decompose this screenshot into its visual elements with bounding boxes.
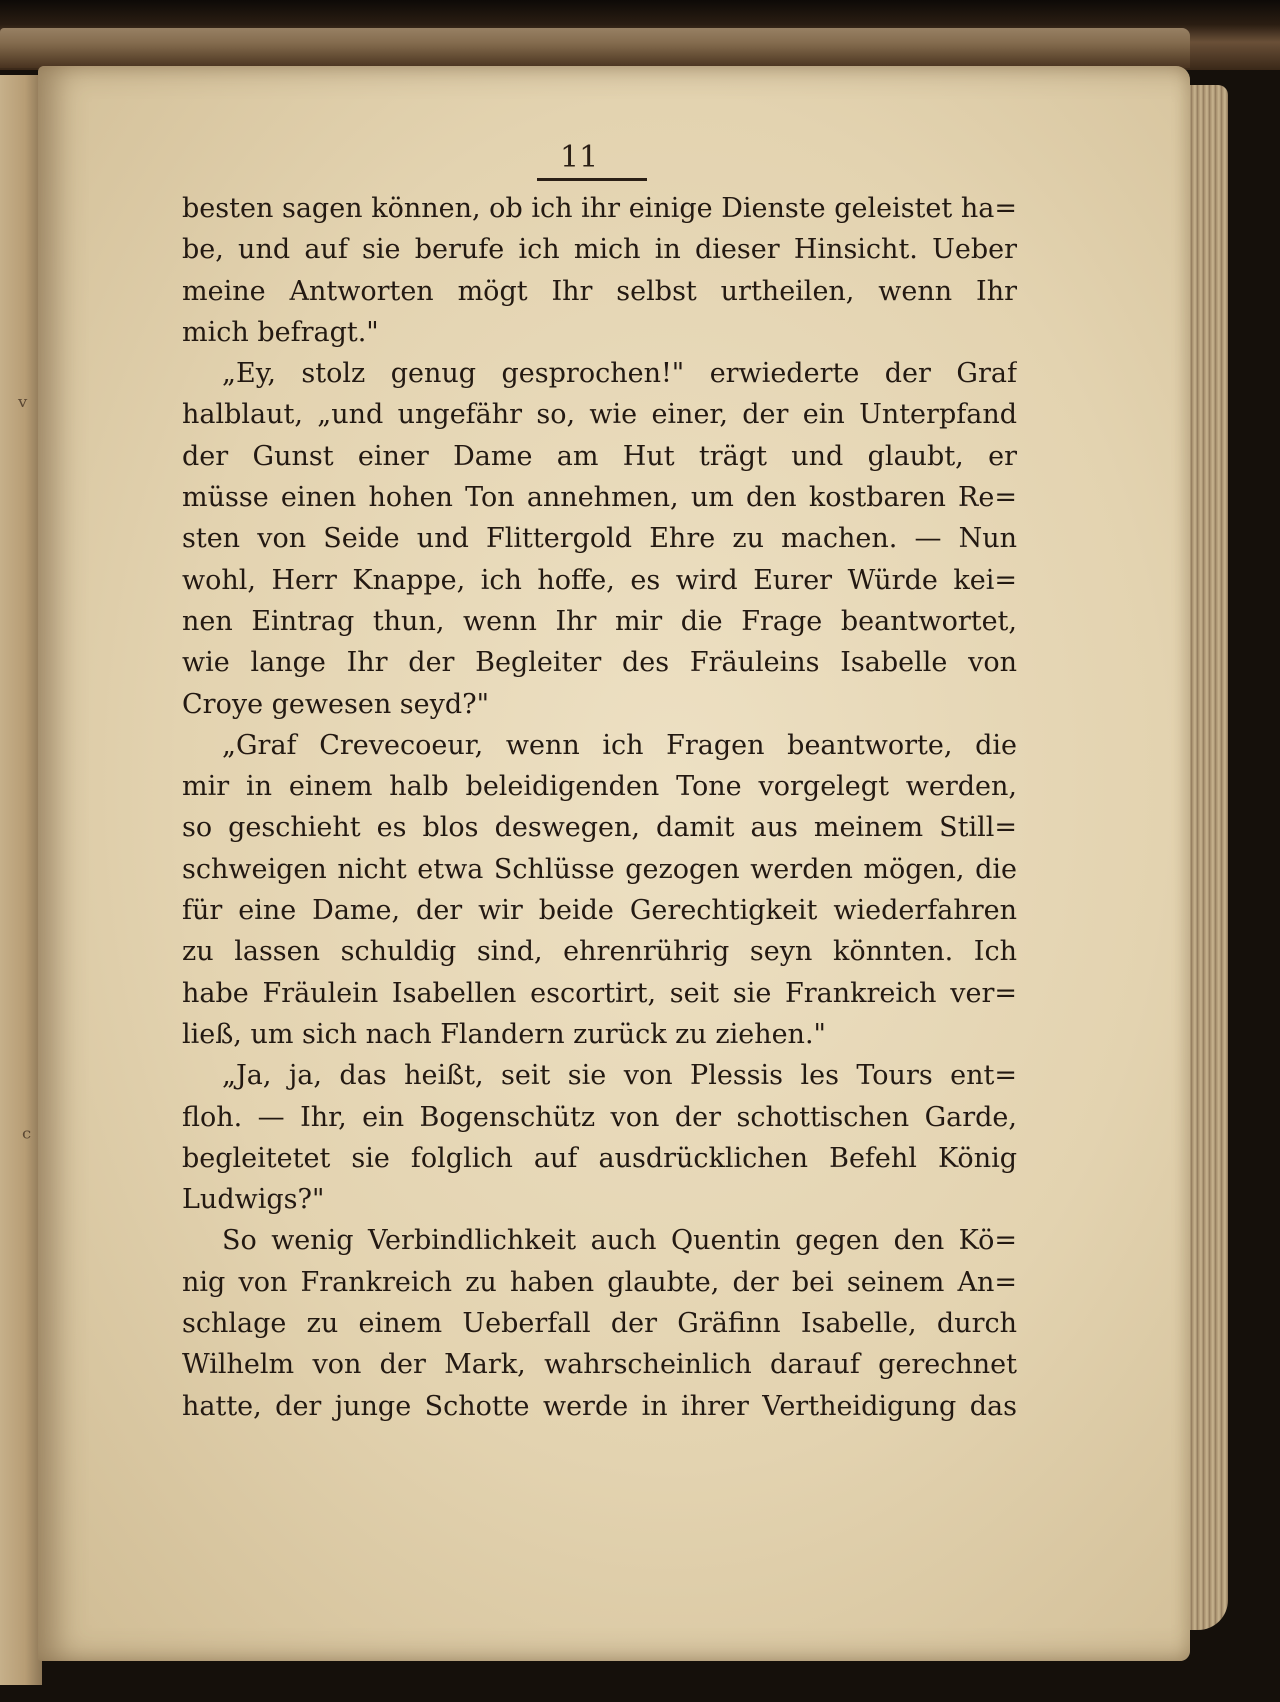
text-line: müsse einen hohen Ton annehmen, um den kostbaren Re= <box>182 482 1017 514</box>
text-line: zu lassen schuldig sind, ehrenrührig seyn könnten. Ich <box>182 936 1017 968</box>
text-line: nen Eintrag thun, wenn Ihr mir die Frage beantwortet, <box>182 605 1017 637</box>
text-line: so geschieht es blos deswegen, damit aus meinem Still= <box>182 812 1017 844</box>
text-line: habe Fräulein Isabellen escortirt, seit sie Frankreich ver= <box>182 977 1017 1009</box>
text-line: be, und auf sie berufe ich mich in dieser Hinsicht. Ueber <box>182 234 1017 266</box>
gutter-stain-mark: ᵥ <box>18 384 28 414</box>
text-line: schlage zu einem Ueberfall der Gräfinn Isabelle, durch <box>182 1308 1017 1340</box>
text-line: Ludwigs?" <box>182 1184 325 1216</box>
text-line: ließ, um sich nach Flandern zurück zu ziehen." <box>182 1018 826 1050</box>
page-number: 11 <box>560 140 599 175</box>
gutter-stain-mark: ᶜ <box>22 1124 32 1154</box>
page-number-rule <box>537 178 647 181</box>
text-line: besten sagen können, ob ich ihr einige Dienste geleistet ha= <box>182 193 1017 224</box>
text-line: schweigen nicht etwa Schlüsse gezogen werden mögen, die <box>182 853 1017 885</box>
spine-binding-band <box>0 28 1190 68</box>
text-line: Croye gewesen seyd?" <box>182 688 490 720</box>
text-line: mich befragt." <box>182 316 379 348</box>
text-line: sten von Seide und Flittergold Ehre zu machen. — Nun <box>182 523 1017 555</box>
text-line: halblaut, „und ungefähr so, wie einer, der ein Unterpfand <box>182 399 1017 431</box>
body-text <box>182 188 1017 1427</box>
text-line: hatte, der junge Schotte werde in ihrer Vertheidigung das <box>182 1390 1017 1422</box>
facing-page-edge <box>0 75 42 1685</box>
text-line: wie lange Ihr der Begleiter des Fräuleins Isabelle von <box>182 647 1017 679</box>
text-line: „Ey, stolz genug gesprochen!" erwiederte der Graf <box>222 358 1017 390</box>
text-line: „Graf Crevecoeur, wenn ich Fragen beantworte, die <box>222 729 1017 761</box>
text-line: „Ja, ja, das heißt, seit sie von Plessis les Tours ent= <box>222 1060 1017 1092</box>
text-line: floh. — Ihr, ein Bogenschütz von der schottischen Garde, <box>182 1101 1017 1133</box>
text-line: nig von Frankreich zu haben glaubte, der bei seinem An= <box>182 1266 1017 1298</box>
text-line: meine Antworten mögt Ihr selbst urtheilen, wenn Ihr <box>182 275 1017 307</box>
text-line: mir in einem halb beleidigenden Tone vorgelegt werden, <box>182 771 1017 803</box>
text-line: begleitetet sie folglich auf ausdrücklichen Befehl König <box>182 1142 1017 1174</box>
text-line: wohl, Herr Knappe, ich hoffe, es wird Eurer Würde kei= <box>182 564 1017 596</box>
text-line: für eine Dame, der wir beide Gerechtigkeit wiederfahren <box>182 895 1017 927</box>
text-line: Wilhelm von der Mark, wahrscheinlich darauf gerechnet <box>182 1349 1017 1381</box>
text-line: der Gunst einer Dame am Hut trägt und glaubt, er <box>182 440 1017 472</box>
text-line: So wenig Verbindlichkeit auch Quentin gegen den Kö= <box>222 1225 1017 1257</box>
